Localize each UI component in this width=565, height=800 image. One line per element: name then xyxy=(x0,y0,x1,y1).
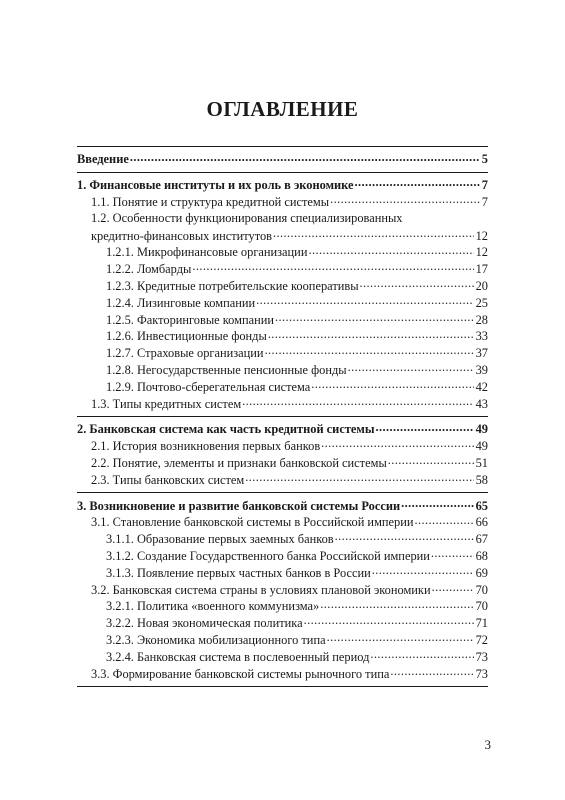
dot-leader xyxy=(310,378,473,390)
toc-entry-page: 49 xyxy=(475,439,488,454)
toc-entry[interactable] xyxy=(77,648,488,665)
toc-entry-page: 69 xyxy=(475,565,488,580)
toc-entry[interactable] xyxy=(77,261,488,278)
dot-leader xyxy=(307,244,473,256)
toc-entry-label: 1.2.1. Микрофинансовые организации xyxy=(106,245,308,260)
toc-entry[interactable] xyxy=(77,244,488,261)
dot-leader xyxy=(334,531,474,543)
dot-leader xyxy=(267,328,474,340)
toc-entry-page: 43 xyxy=(475,396,488,411)
toc-entry-page: 70 xyxy=(475,582,488,597)
toc-entry-label: 3.2. Банковская система страны в условиях плановой экономики xyxy=(91,582,431,597)
dot-leader xyxy=(359,278,474,290)
toc-entry-label: 1.2.5. Факторинговые компании xyxy=(106,312,274,327)
dot-leader xyxy=(264,345,474,357)
toc-entry-label: 1.2.4. Лизинговые компании xyxy=(106,295,256,310)
toc-entry-label: 1. Финансовые институты и их роль в экономике xyxy=(77,178,354,193)
toc-entry-label: 1.2. Особенности функционирования специализированных xyxy=(91,211,403,226)
dot-leader xyxy=(375,421,474,433)
toc-entry-page: 25 xyxy=(475,295,488,310)
toc-entry-label: 1.2.6. Инвестиционные фонды xyxy=(106,329,267,344)
toc-entry-page: 71 xyxy=(475,616,488,631)
toc-entry[interactable] xyxy=(77,531,488,548)
toc-entry-page: 33 xyxy=(475,329,488,344)
toc-entry-label: 3. Возникновение и развитие банковской системы России xyxy=(77,498,401,513)
toc-entry-page: 5 xyxy=(481,152,488,167)
toc-entry-page: 58 xyxy=(475,472,488,487)
toc-entry[interactable] xyxy=(77,548,488,565)
toc-entry[interactable] xyxy=(77,378,488,395)
toc-entry[interactable] xyxy=(77,455,488,472)
dot-leader xyxy=(303,615,474,627)
toc-entry-page: 7 xyxy=(481,194,488,209)
toc-entry[interactable] xyxy=(77,497,488,514)
toc-section xyxy=(77,417,488,493)
dot-leader xyxy=(414,514,474,526)
toc-entry[interactable] xyxy=(77,581,488,598)
toc-entry[interactable] xyxy=(77,514,488,531)
toc-entry-label: 1.3. Типы кредитных систем xyxy=(91,396,242,411)
toc-entry-label: 2.1. История возникновения первых банков xyxy=(91,439,321,454)
dot-leader xyxy=(319,598,473,610)
toc-entry-page: 42 xyxy=(475,379,488,394)
dot-leader xyxy=(320,438,473,450)
toc-section xyxy=(77,173,488,417)
toc-entry[interactable] xyxy=(77,362,488,379)
toc-entry-label: 3.2.4. Банковская система в послевоенный период xyxy=(106,649,370,664)
toc-entry-label: 3.1.2. Создание Государственного банка Российской империи xyxy=(106,548,430,563)
toc-entry-label: 1.2.7. Страховые организации xyxy=(106,346,264,361)
toc-entry[interactable] xyxy=(77,665,488,682)
toc-entry-page: 39 xyxy=(475,362,488,377)
toc-entry-page: 51 xyxy=(475,455,488,470)
page-number: 3 xyxy=(484,737,491,752)
toc-entry-label: 2.2. Понятие, элементы и признаки банковской системы xyxy=(91,455,387,470)
page-title: ОГЛАВЛЕНИЕ xyxy=(206,97,359,121)
toc-entry[interactable] xyxy=(77,395,488,412)
toc-entry-page: 67 xyxy=(475,532,488,547)
toc-entry-page: 73 xyxy=(475,666,488,681)
toc-entry-label: 3.1.1. Образование первых заемных банков xyxy=(106,532,334,547)
toc-entry-page: 17 xyxy=(475,262,488,277)
dot-leader xyxy=(191,261,473,273)
toc-section xyxy=(77,147,488,173)
toc-entry[interactable] xyxy=(77,328,488,345)
toc-section xyxy=(77,493,488,687)
toc-entry-label: 3.2.2. Новая экономическая политика xyxy=(106,616,303,631)
dot-leader xyxy=(241,395,473,407)
toc-entry[interactable] xyxy=(77,421,488,438)
toc-entry-label: 2.3. Типы банковских систем xyxy=(91,472,245,487)
toc-entry-page: 68 xyxy=(475,548,488,563)
toc-entry-page: 66 xyxy=(475,515,488,530)
toc-entry[interactable] xyxy=(77,471,488,488)
dot-leader xyxy=(400,497,474,509)
toc-entry-label: 3.2.1. Политика «военного коммунизма» xyxy=(106,599,320,614)
toc-entry[interactable] xyxy=(77,311,488,328)
toc-entry-page: 65 xyxy=(475,498,488,513)
dot-leader xyxy=(354,177,480,189)
dot-leader xyxy=(129,151,480,163)
toc-entry-label: Введение xyxy=(77,152,129,167)
dot-leader xyxy=(274,311,474,323)
toc-entry[interactable] xyxy=(77,345,488,362)
toc-entry[interactable] xyxy=(77,615,488,632)
toc-entry-label: 3.2.3. Экономика мобилизационного типа xyxy=(106,632,326,647)
toc-entry-wrapped[interactable] xyxy=(77,210,488,244)
toc-entry-page: 70 xyxy=(475,599,488,614)
dot-leader xyxy=(369,648,473,660)
toc-entry[interactable] xyxy=(77,598,488,615)
toc-entry-label: 3.1.3. Появление первых частных банков в России xyxy=(106,565,371,580)
toc-entry-page: 49 xyxy=(475,422,488,437)
dot-leader xyxy=(431,581,474,593)
toc-entry-label: 3.3. Формирование банковской системы рыночного типа xyxy=(91,666,390,681)
toc-entry-page: 73 xyxy=(475,649,488,664)
dot-leader xyxy=(371,564,474,576)
toc-entry-page: 12 xyxy=(475,228,488,243)
toc-entry-label: 2. Банковская система как часть кредитной системы xyxy=(77,422,375,437)
toc-entry-page: 20 xyxy=(475,278,488,293)
dot-leader xyxy=(326,632,474,644)
toc-entry-label: 3.1. Становление банковской системы в Российской империи xyxy=(91,515,414,530)
toc-entry[interactable] xyxy=(91,227,488,244)
toc-entry[interactable] xyxy=(77,564,488,581)
toc-entry-page: 7 xyxy=(481,178,488,193)
toc-entry[interactable] xyxy=(77,294,488,311)
table-of-contents xyxy=(77,146,488,687)
toc-entry-label: 1.2.8. Негосударственные пенсионные фонды xyxy=(106,362,347,377)
toc-entry[interactable] xyxy=(77,194,488,211)
toc-entry-label: 1.2.9. Почтово-сберегательная система xyxy=(106,379,311,394)
toc-entry-label: 1.2.3. Кредитные потребительские кооперативы xyxy=(106,278,359,293)
toc-entry[interactable] xyxy=(77,177,488,194)
toc-entry-page: 37 xyxy=(475,346,488,361)
dot-leader xyxy=(389,665,473,677)
dot-leader xyxy=(430,548,474,560)
dot-leader xyxy=(329,194,480,206)
dot-leader xyxy=(387,455,474,467)
toc-entry-label: кредитно-финансовых институтов xyxy=(91,228,272,243)
toc-entry-page: 12 xyxy=(475,245,488,260)
toc-entry-page: 28 xyxy=(475,312,488,327)
toc-entry-label: 1.2.2. Ломбарды xyxy=(106,262,192,277)
dot-leader xyxy=(272,227,474,239)
dot-leader xyxy=(347,362,474,374)
dot-leader xyxy=(255,294,473,306)
toc-entry-label: 1.1. Понятие и структура кредитной системы xyxy=(91,194,330,209)
toc-entry[interactable] xyxy=(77,438,488,455)
dot-leader xyxy=(244,471,473,483)
toc-entry[interactable] xyxy=(77,632,488,649)
toc-entry[interactable] xyxy=(77,278,488,295)
toc-entry[interactable] xyxy=(77,151,488,168)
toc-entry-page: 72 xyxy=(475,632,488,647)
